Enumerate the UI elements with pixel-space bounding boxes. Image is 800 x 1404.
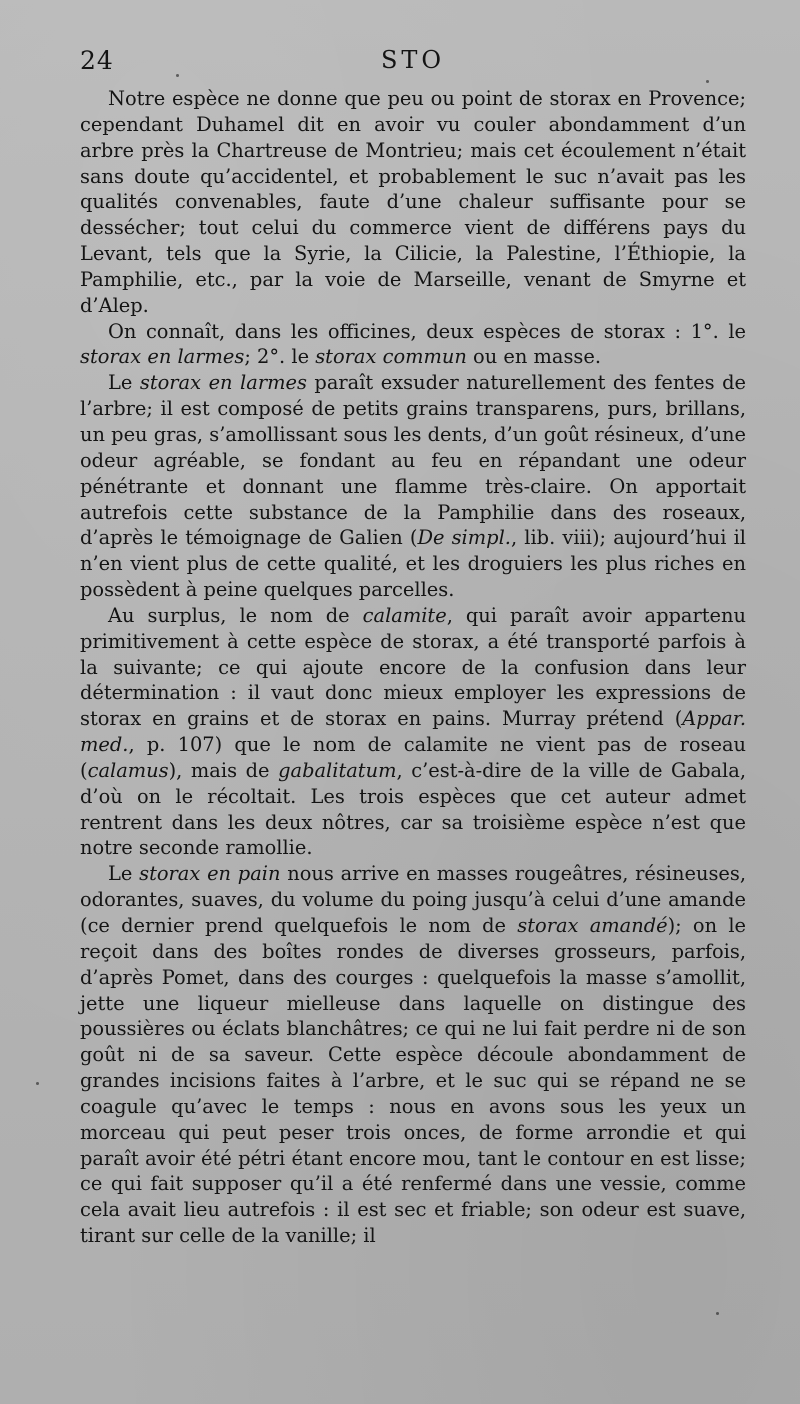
- text-run: ; 2°. le: [244, 345, 316, 369]
- italic-text: gabalitatum: [278, 758, 397, 782]
- paper-speck: [36, 1082, 39, 1085]
- text-run: , qui paraît avoir appartenu primitivement à cette espèce de storax, a été transporté parfois à la suivante; ce qui ajoute encore de la confusion dans leur détermination : il vaut donc mieux employer les expressions de storax en grains et de storax en pains. Murray prétend (: [80, 603, 746, 731]
- text-run: Notre espèce ne donne que peu ou point de storax en Provence; cependant Duhamel dit en avoir vu couler abondamment d’un arbre près la Chartreuse de Montrieu; mais cet écoulement n’était sans doute qu’accidentel, et probablement le suc n’avait pas les qualités convenables, faute d’une chaleur suffisante pour se dessécher; tout celui du commerce vient de différens pays du Levant, tels que la Syrie, la Cilicie, la Palestine, l’Éthiopie, la Pamphilie, etc., par la voie de Marseille, venant de Smyrne et d’Alep.: [80, 87, 746, 317]
- text-run: , p. 107) que le nom de calamite ne vient pas de roseau (: [80, 733, 746, 782]
- page-header: [80, 46, 746, 80]
- page-number: 24: [80, 46, 114, 75]
- paragraph: [80, 603, 746, 861]
- italic-text: storax amandé: [517, 914, 668, 937]
- text-run: ), mais de: [168, 758, 279, 782]
- paper-speck: [706, 80, 709, 83]
- paper-speck: [716, 1312, 719, 1315]
- paragraph: [80, 370, 746, 603]
- italic-text: calamite: [362, 603, 447, 627]
- italic-text: Appar. med.: [80, 707, 746, 757]
- italic-text: storax en pain: [139, 862, 281, 886]
- text-run: ); on le reçoit dans des boîtes rondes de diverses grosseurs, parfois, d’après Pomet, dans des courges : quelquefois la masse s’amollit, jette une liqueur mielleuse dans laquelle on distingue des poussières ou éclats blanchâtres; ce qui ne lui fait perdre ni de son goût ni de sa saveur. Cette espèce découle abondamment de grandes incisions faites à l’arbre, et le suc qui se répand ne se coagule qu’avec le temps : nous en avons sous les yeux un morceau qui peut peser trois onces, de forme arrondie et qui paraît avoir été pétri étant encore mou, tant le contour en est lisse; ce qui fait supposer qu’il a été renfermé dans une vessie, comme cela avait lieu autrefois : il est sec et friable; son odeur est suave, tirant sur celle de la vanille; il: [80, 914, 747, 1248]
- text-run: paraît exsuder naturellement des fentes de l’arbre; il est composé de petits grains transparens, purs, brillans, un peu gras, s’amollissant sous les dents, d’un goût résineux, d’une odeur agréable, se fondant au feu en répandant une odeur pénétrante et donnant une flamme très-claire. On apportait autrefois cette substance de la Pamphilie dans des roseaux, d’après le témoignage de Galien (: [80, 371, 746, 550]
- italic-text: calamus: [87, 758, 169, 782]
- italic-text: storax en larmes: [80, 345, 245, 369]
- text-run: Le: [108, 862, 140, 886]
- paper-speck: [176, 74, 179, 77]
- text-run: ou en masse.: [466, 345, 601, 369]
- paragraph: [80, 319, 746, 371]
- text-run: , lib. viii); aujourd’hui il n’en vient plus de cette qualité, et les droguiers les plus riches en possèdent à peine quelques parcelles.: [80, 526, 746, 602]
- paragraph: [80, 86, 746, 319]
- text-run: nous arrive en masses rougeâtres, résineuses, odorantes, suaves, du volume du poing jusqu’à celui d’une amande (ce dernier prend quelquefois le nom de: [80, 862, 747, 937]
- body-text: [80, 86, 746, 1249]
- italic-text: storax en larmes: [139, 371, 307, 395]
- paragraph: [80, 861, 746, 1249]
- text-run: On connaît, dans les officines, deux espèces de storax : 1°. le: [108, 319, 746, 343]
- text-run: , c’est-à-dire de la ville de Gabala, d’où on le récoltait. Les trois espèces que cet auteur admet rentrent dans les deux nôtres, car sa troisième espèce n’est que notre seconde ramollie.: [80, 758, 746, 860]
- text-run: Au surplus, le nom de: [108, 603, 363, 627]
- italic-text: storax commun: [315, 345, 467, 369]
- running-head: STO: [380, 46, 446, 74]
- italic-text: De simpl.: [417, 526, 511, 550]
- text-run: Le: [108, 371, 140, 395]
